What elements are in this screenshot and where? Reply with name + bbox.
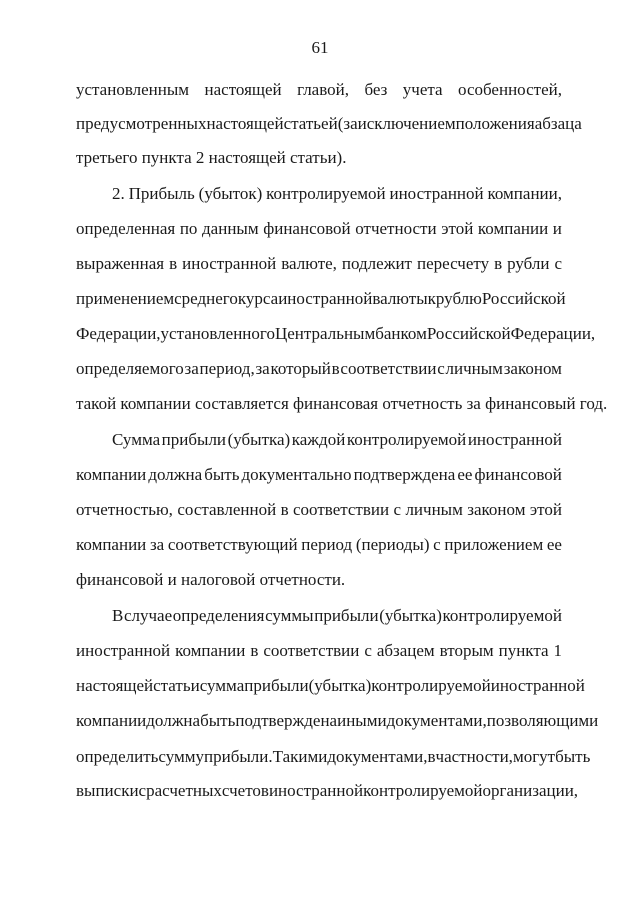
- word: абзацем: [376, 641, 435, 660]
- word: отчетностью,: [76, 500, 173, 519]
- word: быть: [555, 747, 591, 766]
- word: с: [554, 254, 562, 273]
- word: в: [280, 500, 289, 519]
- word: иностранной: [490, 676, 585, 695]
- word: с: [433, 535, 441, 554]
- word: должна: [146, 711, 201, 730]
- word: предусмотренных: [76, 114, 207, 133]
- word: пересчету: [416, 254, 490, 273]
- word: компании: [76, 711, 147, 730]
- word: установленным: [76, 80, 190, 99]
- text-line: [76, 252, 562, 276]
- word: установленного: [160, 324, 275, 343]
- text-line: [112, 428, 562, 452]
- word: случае: [123, 606, 173, 625]
- word: определяемого: [76, 359, 184, 378]
- word: Центральным: [274, 324, 376, 343]
- word: соответствии: [293, 500, 390, 519]
- word: 1: [553, 641, 562, 660]
- word: главой,: [297, 80, 349, 99]
- word: контролируемой: [371, 676, 491, 695]
- word: настоящей: [206, 114, 284, 133]
- word: суммы: [265, 606, 314, 625]
- text-line: [76, 78, 562, 102]
- word: должна: [148, 465, 203, 484]
- text-line: [76, 745, 591, 769]
- word: (убытка): [227, 430, 291, 449]
- word: подтверждена: [353, 465, 456, 484]
- word: Сумма: [112, 430, 161, 449]
- word: каждой: [291, 430, 346, 449]
- word: Федерации,: [76, 324, 161, 343]
- word: подлежит: [341, 254, 412, 273]
- word: который: [270, 359, 331, 378]
- word: за: [149, 535, 165, 554]
- word: соответствии: [340, 359, 437, 378]
- word: этой: [529, 500, 562, 519]
- word: быть: [200, 711, 236, 730]
- word: Прибыль: [128, 184, 195, 203]
- word: период: [301, 535, 353, 554]
- word: (за: [337, 114, 358, 133]
- word: курса: [237, 289, 279, 308]
- word: могут: [512, 747, 556, 766]
- word: пункта: [498, 641, 549, 660]
- word: период,: [199, 359, 255, 378]
- text-line: [76, 533, 562, 557]
- word: за: [255, 359, 270, 378]
- word: этой: [441, 219, 474, 238]
- word: иностранной: [467, 430, 562, 449]
- word: выраженная: [76, 254, 165, 273]
- word: исключением: [357, 114, 456, 133]
- word: в: [427, 747, 436, 766]
- word: Такими: [272, 747, 328, 766]
- word: (периоды): [355, 535, 430, 554]
- word: Российской: [481, 289, 566, 308]
- text-line: [112, 604, 562, 628]
- word: ее: [457, 465, 473, 484]
- text-line: [76, 463, 562, 487]
- word: к: [427, 289, 436, 308]
- word: банком: [375, 324, 427, 343]
- word: документально: [241, 465, 352, 484]
- word: за: [184, 359, 199, 378]
- word: иностранной: [182, 254, 277, 273]
- word: компании,: [487, 184, 562, 203]
- text-line: [76, 639, 562, 663]
- word: (убытка): [308, 676, 372, 695]
- word: данным: [202, 219, 259, 238]
- word: документами,: [327, 747, 428, 766]
- word: сумма: [199, 676, 245, 695]
- word: валюты: [372, 289, 428, 308]
- word: организации,: [482, 781, 579, 800]
- word: выписки: [76, 781, 139, 800]
- word: финансовой: [474, 465, 562, 484]
- text-line: [76, 674, 585, 698]
- word: иностранной: [389, 184, 484, 203]
- word: рублю: [435, 289, 482, 308]
- word: быть: [204, 465, 240, 484]
- word: счетов: [221, 781, 269, 800]
- word: с: [364, 641, 372, 660]
- text-line: [76, 357, 562, 381]
- word: в: [169, 254, 178, 273]
- word: прибыли: [244, 676, 309, 695]
- word: прибыли.: [204, 747, 273, 766]
- word: валюте,: [281, 254, 337, 273]
- word: частности,: [435, 747, 513, 766]
- text-line: [76, 779, 579, 803]
- text-line: [76, 287, 566, 311]
- word: применением: [76, 289, 175, 308]
- word: прибыли: [161, 430, 227, 449]
- word: контролируемой: [266, 184, 386, 203]
- word: контролируемой: [346, 430, 467, 449]
- word: (убытка): [379, 606, 442, 625]
- word: компании: [76, 535, 147, 554]
- text-line: финансовой и налоговой отчетности.: [76, 570, 346, 589]
- word: позволяющими: [486, 711, 599, 730]
- word: определения: [172, 606, 265, 625]
- word: 2.: [112, 184, 125, 203]
- text-line: [76, 709, 599, 733]
- word: вторым: [439, 641, 494, 660]
- word: с: [138, 781, 147, 800]
- word: составленной: [177, 500, 277, 519]
- word: определенная: [76, 219, 176, 238]
- word: сумму: [158, 747, 205, 766]
- word: настоящей: [204, 80, 282, 99]
- text-line: [76, 112, 582, 136]
- word: контролируемой: [363, 781, 483, 800]
- text-line: [112, 182, 562, 206]
- word: документами,: [386, 711, 487, 730]
- word: соответствии: [263, 641, 360, 660]
- text-line: [76, 322, 596, 346]
- word: финансовой: [263, 219, 351, 238]
- word: В: [112, 606, 124, 625]
- word: компании: [76, 465, 147, 484]
- word: статьи: [153, 676, 200, 695]
- word: прибыли: [314, 606, 379, 625]
- word: ее: [546, 535, 562, 554]
- word: в: [250, 641, 259, 660]
- word: настоящей: [76, 676, 154, 695]
- word: личным: [445, 359, 503, 378]
- word: компании: [175, 641, 246, 660]
- word: с: [393, 500, 402, 519]
- word: соответствующий: [167, 535, 298, 554]
- word: в: [494, 254, 503, 273]
- word: иными: [337, 711, 387, 730]
- word: учета: [402, 80, 443, 99]
- word: приложением: [444, 535, 544, 554]
- word: подтверждена: [235, 711, 338, 730]
- word: отчетности: [355, 219, 437, 238]
- text-line: [76, 217, 562, 241]
- word: личным: [405, 500, 463, 519]
- word: положения: [455, 114, 535, 133]
- word: и: [552, 219, 562, 238]
- word: в: [331, 359, 340, 378]
- word: особенностей,: [458, 80, 562, 99]
- word: (убыток): [198, 184, 263, 203]
- word: определить: [76, 747, 159, 766]
- word: рубли: [507, 254, 550, 273]
- text-line: такой компании составляется финансовая отчетность за финансовый год.: [76, 394, 608, 413]
- word: законом: [503, 359, 562, 378]
- word: с: [437, 359, 445, 378]
- word: без: [364, 80, 388, 99]
- word: среднего: [174, 289, 238, 308]
- word: абзаца: [534, 114, 582, 133]
- word: законом: [467, 500, 526, 519]
- word: по: [179, 219, 198, 238]
- word: Российской: [426, 324, 511, 343]
- word: статьей: [283, 114, 338, 133]
- text-line: третьего пункта 2 настоящей статьи).: [76, 148, 347, 167]
- word: расчетных: [146, 781, 222, 800]
- word: иностранной: [268, 781, 364, 800]
- word: контролируемой: [442, 606, 562, 625]
- word: иностранной: [76, 641, 171, 660]
- word: иностранной: [278, 289, 373, 308]
- page-number: 61: [311, 38, 329, 57]
- text-line: [76, 498, 562, 522]
- word: Федерации,: [510, 324, 596, 343]
- word: компании: [477, 219, 549, 238]
